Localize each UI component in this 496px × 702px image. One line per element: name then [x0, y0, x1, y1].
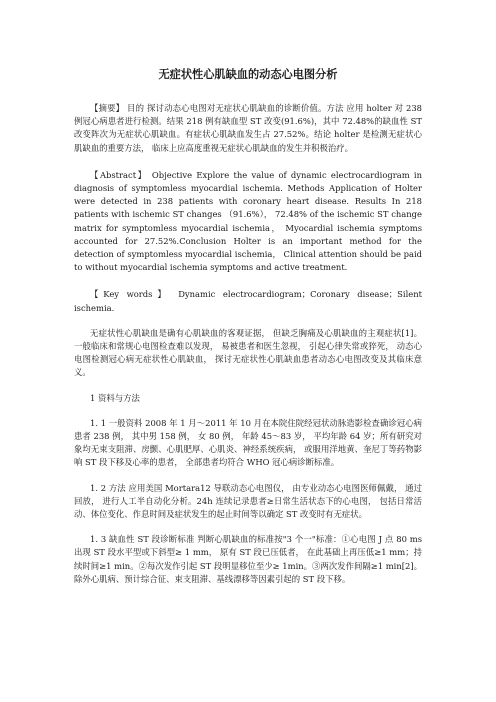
intro-paragraph: 无症状性心肌缺血是确有心肌缺血的客观证据， 但缺乏胸痛及心肌缺血的主观症状[1]。一般临床和常规心电图检查难以发现， 易被患者和医生忽视， 引起心律失常或猝死， 动态心电图检测冠心病无症状性心肌缺血， 探讨无症状性心肌缺血患者动态心电图改变及其临床意义。	[74, 327, 422, 378]
abstract-en-label: 【Abstract】	[90, 169, 148, 180]
keywords-label: 【Key words】	[90, 289, 171, 300]
abstract-en-text: Objective Explore the value of dynamic electrocardiogram in diagnosis of symptomless myocardial ischemia. Methods Application of Holter were detected in 238 patients with coronary heart disease. Results In 218 patients with ischemic ST changes （91.6%）， 72.48% of the ischemic ST change matrix for symptomless myocardial ischemia， Myocardial ischemia symptoms accounted for 27.52%.Conclusion Holter is an important method for the detection of symptomless myocardial ischemia， Clinical attention should be paid to without myocardial ischemia symptoms and active treatment.	[74, 169, 422, 273]
section-1-1: 1. 1 一般资料 2008 年 1 月～2011 年 10 月在本院住院经冠状动脉造影检查确诊冠心病患者 238 例， 其中男 158 例， 女 80 例， 年龄 45～83 岁， 平均年龄 64 岁；所有研究对象均无束支阻滞、房颤、心肌肥厚、心肌炎、神经系统疾病， 或服用洋地黄、奎尼丁等药物影响 ST 段下移及心率的患者， 全部患者均符合 WHO 冠心病诊断标准。	[74, 417, 422, 468]
paper-title: 无症状性心肌缺血的动态心电图分析	[158, 68, 338, 81]
keywords	[74, 288, 422, 314]
keywords-text: Dynamic electrocardiogram；Coronary disease；Silent ischemia.	[74, 289, 422, 313]
abstract-cn-label: 【摘要】	[90, 103, 125, 113]
section-heading: 1 资料与方法	[90, 392, 140, 403]
abstract-cn-text: 目的 探讨动态心电图对无症状心肌缺血的诊断价值。方法 应用 holter 对 238 例冠心病患者进行检测。结果 218 例有缺血型 ST 改变(91.6%)，其中 72.48%的缺血性 ST 改变阵次为无症状心肌缺血。有症状心肌缺血发生占 27.52%。结论 holter 是检测无症状心肌缺血的重要方法， 临床上应高度重视无症状心肌缺血的发生并积极治疗。	[74, 103, 423, 153]
section-1-3: 1. 3 缺血性 ST 段诊断标准 判断心肌缺血的标准按"3 个一"标准：①心电图 J 点 80 ms 出现 ST 段水平型或下斜型≥ 1 mm， 原有 ST 段已压低者， 在此基础上再压低≥1 mm；持续时间≥1 min。②每次发作引起 ST 段明显移位至少≥ 1min。③两次发作间隔≥1 min[2]。除外心肌病、预计综合征、束支阻滞、基线漂移等因素引起的 ST 段下移。	[74, 534, 422, 584]
abstract-cn	[74, 102, 422, 155]
abstract-en	[74, 169, 422, 275]
section-1-2: 1. 2 方法 应用美国 Mortara12 导联动态心电图仪， 由专业动态心电图医师佩戴， 通过回放， 进行人工半自动化分析。24h 连续记录患者≥日常生活状态下的心电图， 包括日常活动、体位变化、作息时间及症状发生的起止时间等以确定 ST 改变时有无症状。	[74, 482, 422, 520]
